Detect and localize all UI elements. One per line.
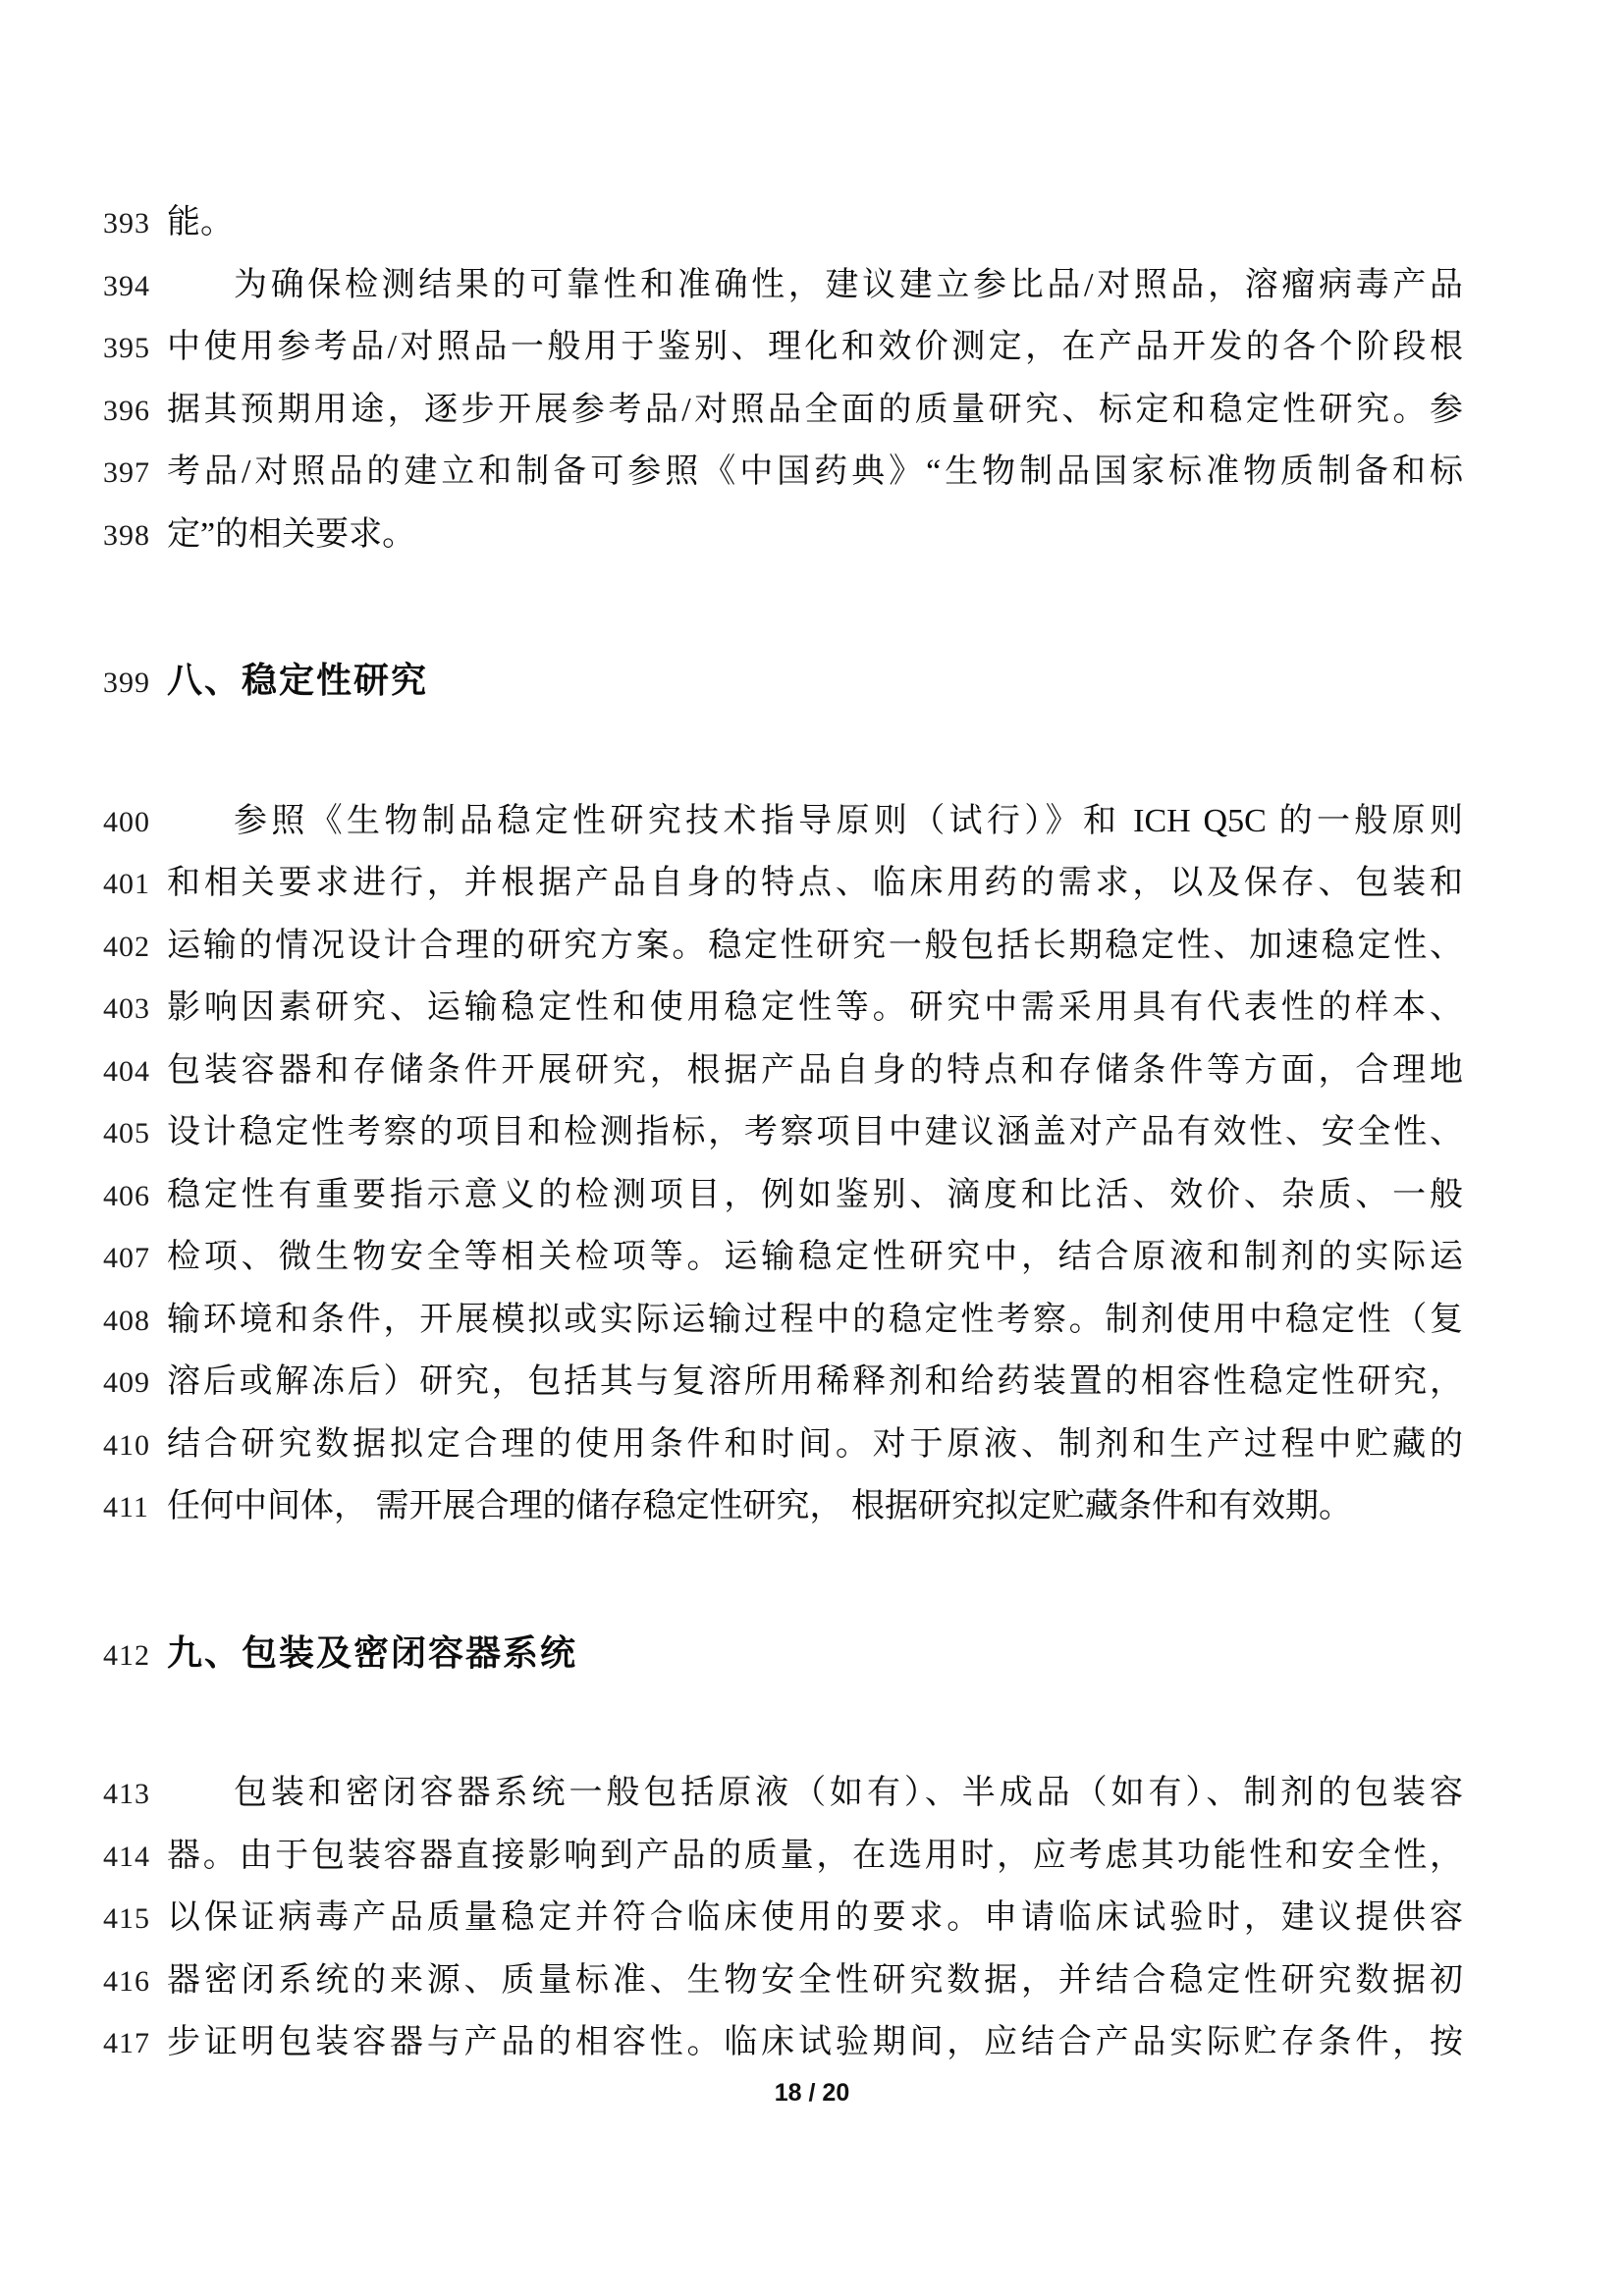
- line-text: 和相关要求进行，并根据产品自身的特点、临床用药的需求，以及保存、包装和: [167, 865, 1463, 901]
- line-text: 稳定性有重要指示意义的检测项目，例如鉴别、滴度和比活、效价、杂质、一般: [167, 1176, 1463, 1213]
- line-text: 器。由于包装容器直接影响到产品的质量，在选用时，应考虑其功能性和安全性，: [167, 1837, 1463, 1874]
- line-text: 溶后或解冻后）研究，包括其与复溶所用稀释剂和给药装置的相容性稳定性研究，: [167, 1363, 1463, 1400]
- line-text: 考品/对照品的建立和制备可参照《中国药典》“生物制品国家标准物质制备和标: [167, 454, 1463, 490]
- line-text: 输环境和条件，开展模拟或实际运输过程中的稳定性考察。制剂使用中稳定性（复: [167, 1301, 1463, 1338]
- document-line: [103, 1227, 1463, 1290]
- line-number: 406: [103, 1179, 150, 1212]
- line-number: 408: [103, 1304, 150, 1337]
- document-line: [103, 791, 1463, 854]
- line-text: 步证明包装容器与产品的相容性。临床试验期间，应结合产品实际贮存条件，按: [167, 2024, 1463, 2060]
- line-text: 定”的相关要求。: [167, 515, 416, 553]
- document-line: [103, 978, 1463, 1041]
- heading-line: [103, 1623, 1463, 1687]
- document-line: [103, 916, 1463, 979]
- document-line: [103, 1826, 1463, 1889]
- line-number: 395: [103, 332, 150, 364]
- line-text: 为确保检测结果的可靠性和准确性，建议建立参比品/对照品，溶瘤病毒产品: [234, 266, 1463, 303]
- line-text: 任何中间体， 需开展合理的储存稳定性研究， 根据研究拟定贮藏条件和有效期。: [167, 1488, 1352, 1524]
- document-line: [103, 1888, 1463, 1950]
- line-number: 416: [103, 1964, 150, 1998]
- document-line: [103, 442, 1463, 505]
- line-text: 参照《生物制品稳定性研究技术指导原则（试行）》和 ICH Q5C 的一般原则: [234, 802, 1463, 839]
- line-number: 394: [103, 269, 150, 302]
- line-number: 417: [103, 2027, 150, 2059]
- line-text: 器密闭系统的来源、质量标准、生物安全性研究数据，并结合稳定性研究数据初: [167, 1961, 1463, 1999]
- heading-line: [103, 650, 1463, 715]
- document-line: [103, 1415, 1463, 1477]
- line-text: 设计稳定性考察的项目和检测指标，考察项目中建议涵盖对产品有效性、安全性、: [167, 1114, 1463, 1150]
- line-number: 403: [103, 992, 150, 1025]
- document-line: [103, 1476, 1463, 1539]
- document-line: [103, 2012, 1463, 2075]
- line-number: 410: [103, 1428, 150, 1462]
- line-number: 398: [103, 518, 150, 552]
- line-text: 影响因素研究、运输稳定性和使用稳定性等。研究中需采用具有代表性的样本、: [167, 989, 1463, 1026]
- line-number: 413: [103, 1778, 150, 1810]
- line-number: 409: [103, 1366, 150, 1399]
- line-text: 包装容器和存储条件开展研究，根据产品自身的特点和存储条件等方面，合理地: [167, 1051, 1463, 1089]
- document-line: [103, 1102, 1463, 1165]
- document-line: [103, 1763, 1463, 1826]
- line-number: 399: [103, 667, 150, 699]
- document-line: [103, 1165, 1463, 1228]
- document-body: [103, 192, 1463, 2075]
- document-line: [103, 853, 1463, 916]
- document-line: [103, 1041, 1463, 1103]
- section-heading: 八、稳定性研究: [167, 660, 429, 700]
- line-text: 据其预期用途，逐步开展参考品/对照品全面的质量研究、标定和稳定性研究。参: [167, 391, 1463, 428]
- document-line: [103, 192, 1463, 255]
- section-heading: 九、包装及密闭容器系统: [167, 1631, 578, 1673]
- line-text: 以保证病毒产品质量稳定并符合临床使用的要求。申请临床试验时，建议提供容: [167, 1899, 1463, 1936]
- document-line: [103, 380, 1463, 443]
- line-text: 能。: [167, 204, 234, 240]
- line-number: 400: [103, 805, 150, 838]
- line-number: 402: [103, 930, 150, 963]
- page-number: 18 / 20: [774, 2079, 850, 2107]
- line-number: 415: [103, 1902, 150, 1935]
- line-text: 中使用参考品/对照品一般用于鉴别、理化和效价测定，在产品开发的各个阶段根: [167, 329, 1463, 365]
- line-text: 结合研究数据拟定合理的使用条件和时间。对于原液、制剂和生产过程中贮藏的: [167, 1425, 1463, 1463]
- line-number: 405: [103, 1117, 150, 1149]
- line-number: 401: [103, 868, 150, 900]
- document-line: [103, 1950, 1463, 2013]
- document-line: [103, 255, 1463, 318]
- line-number: 404: [103, 1054, 150, 1088]
- line-text: 包装和密闭容器系统一般包括原液（如有）、半成品（如有）、制剂的包装容: [234, 1775, 1463, 1811]
- line-text: 运输的情况设计合理的研究方案。稳定性研究一般包括长期稳定性、加速稳定性、: [167, 927, 1463, 964]
- line-number: 397: [103, 456, 150, 489]
- line-text: 检项、微生物安全等相关检项等。运输稳定性研究中，结合原液和制剂的实际运: [167, 1239, 1463, 1275]
- document-line: [103, 505, 1463, 567]
- line-number: 407: [103, 1242, 150, 1274]
- document-line: [103, 317, 1463, 380]
- document-line: [103, 1352, 1463, 1415]
- line-number: 393: [103, 207, 150, 240]
- line-number: 396: [103, 394, 150, 427]
- line-number: 412: [103, 1638, 150, 1672]
- line-number: 414: [103, 1840, 150, 1873]
- line-number: 411: [103, 1491, 149, 1523]
- document-line: [103, 1290, 1463, 1353]
